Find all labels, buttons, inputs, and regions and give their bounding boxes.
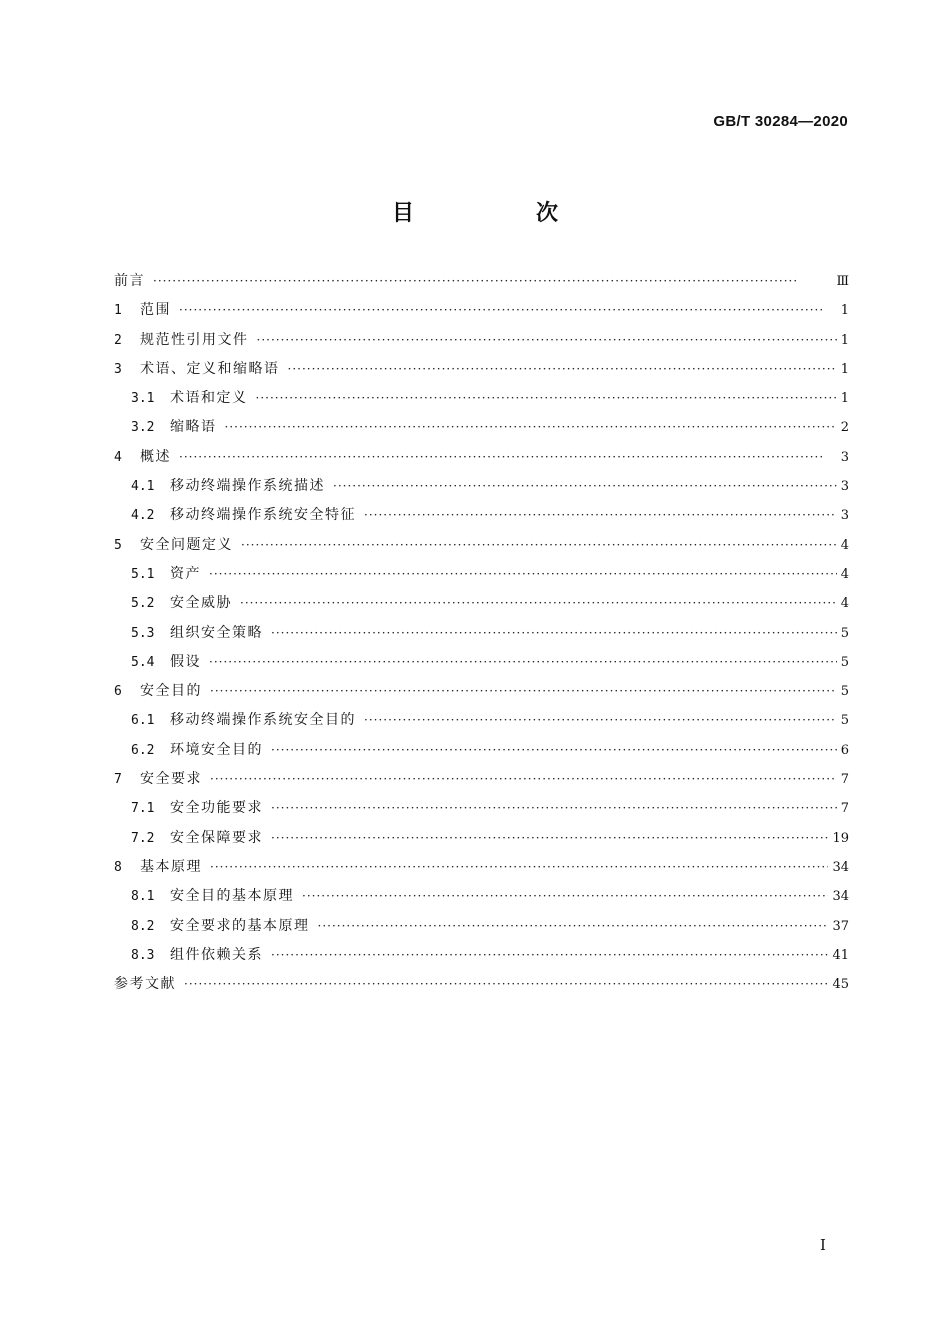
toc-entry[interactable] [114, 856, 849, 885]
dot-leader [225, 420, 837, 434]
toc-entry[interactable] [114, 915, 849, 944]
dot-leader [364, 508, 837, 522]
toc-entry-page: Ⅲ [836, 274, 849, 289]
toc-entry-page: 1 [840, 391, 849, 407]
toc-entry-number: 7 [114, 772, 122, 788]
toc-entry-label: 安全目的 [140, 683, 202, 700]
toc-entry-label: 术语、定义和缩略语 [140, 360, 280, 377]
toc-entry-page: 3 [840, 508, 849, 524]
toc-entry[interactable] [114, 534, 849, 563]
dot-leader [240, 596, 837, 610]
dot-leader [210, 860, 828, 874]
toc-entry-number: 6.1 [131, 713, 155, 729]
toc-entry-number: 2 [114, 332, 122, 348]
toc-entry[interactable] [114, 475, 849, 504]
toc-entry[interactable] [114, 944, 849, 973]
toc-entry[interactable] [114, 651, 849, 680]
toc-entry-number: 5.2 [131, 596, 155, 612]
toc-entry-page: 41 [832, 947, 849, 963]
dot-leader [271, 743, 837, 757]
toc-entry-number: 5.3 [131, 625, 155, 641]
toc-entry-page: 4 [840, 596, 849, 612]
toc-entry-page: 6 [840, 742, 849, 758]
dot-leader [271, 831, 828, 845]
toc-entry-number: 5 [114, 537, 122, 553]
toc-entry[interactable] [114, 592, 849, 621]
toc-entry[interactable] [114, 885, 849, 914]
standard-code: GB/T 30284—2020 [713, 113, 848, 130]
toc-entry-number: 7.2 [131, 830, 155, 846]
toc-entry-label: 前言 [114, 273, 145, 289]
toc-entry-number: 6.2 [131, 742, 155, 758]
toc-entry[interactable] [114, 563, 849, 592]
toc-entry-label: 术语和定义 [170, 390, 248, 407]
dot-leader [333, 479, 837, 493]
toc-entry-page: 1 [840, 332, 849, 348]
dot-leader [210, 684, 837, 698]
toc-entry-label: 资产 [170, 565, 201, 582]
toc-entry[interactable] [114, 797, 849, 826]
toc-entry-label: 环境安全目的 [170, 741, 263, 758]
toc-entry-page: 7 [840, 801, 849, 817]
toc-entry[interactable] [114, 358, 849, 387]
toc-entry-label: 概述 [140, 448, 171, 465]
toc-entry[interactable] [114, 739, 849, 768]
dot-leader [179, 303, 837, 317]
toc-entry-label: 缩略语 [170, 419, 217, 436]
toc-entry-page: 34 [832, 889, 849, 905]
toc-entry-number: 5.4 [131, 654, 155, 670]
toc-entry-number: 3.1 [131, 391, 155, 407]
dot-leader [241, 538, 837, 552]
dot-leader [318, 919, 829, 933]
toc-entry-page: 37 [832, 918, 849, 934]
toc-entry-number: 5.1 [131, 566, 155, 582]
toc-entry-page: 5 [840, 625, 849, 641]
toc-entry-number: 4 [114, 449, 122, 465]
toc-entry[interactable] [114, 973, 849, 1002]
toc-entry-label: 移动终端操作系统安全目的 [170, 712, 356, 729]
toc-entry-page: 34 [832, 859, 849, 875]
table-of-contents [114, 270, 849, 1002]
dot-leader [179, 450, 837, 464]
toc-entry[interactable] [114, 709, 849, 738]
dot-leader [184, 977, 828, 991]
dot-leader [364, 713, 837, 727]
toc-entry-page: 3 [840, 479, 849, 495]
toc-entry-number: 4.1 [131, 479, 155, 495]
dot-leader [271, 626, 837, 640]
toc-entry-page: 3 [840, 449, 849, 465]
toc-entry-label: 规范性引用文件 [140, 331, 249, 348]
toc-entry-page: 1 [840, 361, 849, 377]
toc-entry-number: 3.2 [131, 420, 155, 436]
toc-entry-label: 安全保障要求 [170, 829, 263, 846]
dot-leader [210, 772, 837, 786]
toc-entry-page: 5 [840, 684, 849, 700]
dot-leader [271, 948, 828, 962]
dot-leader [302, 889, 828, 903]
dot-leader [153, 274, 832, 288]
toc-entry-number: 3 [114, 361, 122, 377]
toc-entry-number: 8 [114, 859, 122, 875]
toc-entry-number: 8.3 [131, 947, 155, 963]
toc-entry-number: 6 [114, 684, 122, 700]
toc-entry-label: 安全问题定义 [140, 536, 233, 553]
toc-entry-label: 移动终端操作系统安全特征 [170, 507, 356, 524]
toc-entry-label: 移动终端操作系统描述 [170, 478, 325, 495]
toc-entry-page: 5 [840, 713, 849, 729]
dot-leader [209, 567, 837, 581]
dot-leader [288, 362, 837, 376]
dot-leader [256, 391, 837, 405]
toc-entry-page: 7 [840, 772, 849, 788]
toc-entry-page: 2 [840, 420, 849, 436]
toc-entry-label: 参考文献 [114, 976, 176, 993]
toc-entry[interactable] [114, 299, 849, 328]
toc-entry[interactable] [114, 416, 849, 445]
toc-entry-label: 组织安全策略 [170, 624, 263, 641]
toc-entry[interactable] [114, 387, 849, 416]
toc-entry[interactable] [114, 622, 849, 651]
toc-entry-label: 范围 [140, 302, 171, 319]
toc-entry[interactable] [114, 768, 849, 797]
toc-entry-label: 安全要求 [140, 771, 202, 788]
toc-entry-number: 7.1 [131, 801, 155, 817]
toc-entry-number: 4.2 [131, 508, 155, 524]
dot-leader [257, 333, 837, 347]
toc-entry-label: 安全威胁 [170, 595, 232, 612]
toc-entry[interactable] [114, 680, 849, 709]
toc-entry-label: 安全目的基本原理 [170, 888, 294, 905]
toc-entry-page: 5 [840, 654, 849, 670]
toc-entry-page: 45 [832, 977, 849, 993]
toc-entry[interactable] [114, 446, 849, 475]
toc-entry-label: 基本原理 [140, 858, 202, 875]
toc-entry-page: 19 [832, 830, 849, 846]
page-folio: Ⅰ [820, 1238, 826, 1254]
dot-leader [209, 655, 837, 669]
toc-entry-label: 安全要求的基本原理 [170, 917, 310, 934]
toc-entry-page: 1 [840, 303, 849, 319]
page-title: 目 次 [391, 201, 608, 226]
toc-entry-label: 组件依赖关系 [170, 946, 263, 963]
toc-entry-number: 8.1 [131, 889, 155, 905]
toc-entry-number: 1 [114, 303, 122, 319]
toc-entry-number: 8.2 [131, 918, 155, 934]
toc-entry-label: 安全功能要求 [170, 800, 263, 817]
toc-entry-page: 4 [840, 537, 849, 553]
dot-leader [271, 801, 837, 815]
toc-entry[interactable] [114, 827, 849, 856]
toc-entry[interactable] [114, 270, 849, 299]
toc-entry-page: 4 [840, 566, 849, 582]
toc-entry[interactable] [114, 329, 849, 358]
toc-entry[interactable] [114, 504, 849, 533]
toc-entry-label: 假设 [170, 653, 201, 670]
